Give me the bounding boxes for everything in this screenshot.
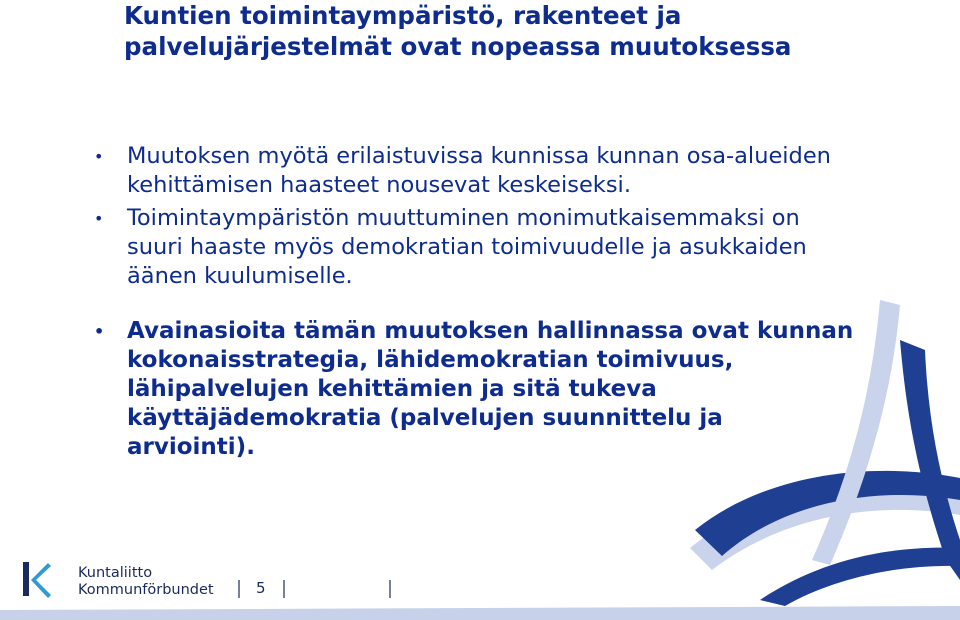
bullet-text: Toimintaympäristön muuttuminen monimutkaisemmaksi on suuri haaste myös demokratian toimivuudelle ja asukkaiden äänen kuulumiselle. [127,205,807,289]
bullet-dot: • [94,209,104,228]
kuntaliitto-logo-icon [22,560,52,600]
bullet-item-2 [94,204,854,291]
bullet-dot: • [94,322,105,341]
bullet-dot: • [94,147,104,166]
bullet-item-1 [94,142,854,200]
kuntaliitto-logo [22,558,214,602]
dark-sweep [760,548,960,606]
logo-line-1: Kuntaliitto [78,565,153,581]
bullet-text: Muutoksen myötä erilaistuvissa kunnissa kunnan osa-alueiden kehittämisen haasteet nousevat keskeiseksi. [127,143,831,198]
bullet-item-3 [94,317,854,462]
slide-title: Kuntien toimintaympäristö, rakenteet ja palvelujärjestelmät ovat nopeassa muutoksessa [124,1,792,61]
bottom-light-band [0,606,960,620]
dark-diagonal [900,340,960,580]
bullet-text: Avainasioita tämän muutoksen hallinnassa ovat kunnan kokonaisstrategia, lähidemokratian toimivuus, lähipalvelujen kehittämien ja sitä tukeva käyttäjädemokratia (palvelujen suunnittelu ja arviointi). [127,318,854,460]
bullet-list [94,142,854,462]
logo-line-2: Kommunförbundet [78,582,214,598]
page-number: 5 [256,579,266,597]
